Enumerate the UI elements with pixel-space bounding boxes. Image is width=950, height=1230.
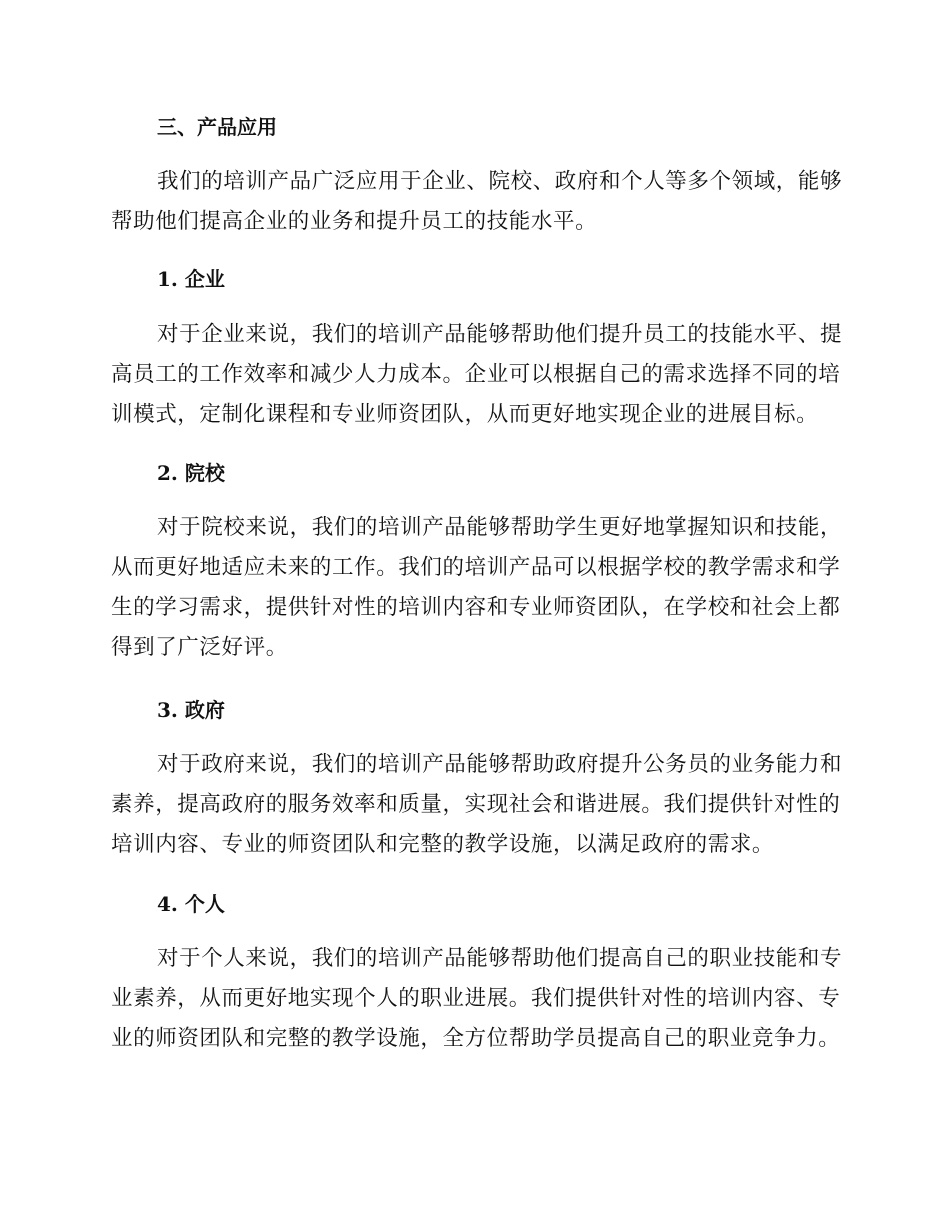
paragraph-line: 得到了广泛好评。: [111, 635, 288, 660]
intro-paragraph: [111, 162, 843, 242]
paragraph-line: 对于院校来说，我们的培训产品能够帮助学生更好地掌握知识和技能，: [157, 515, 843, 540]
government-paragraph: [111, 745, 843, 865]
paragraph-line: 我们的培训产品广泛应用于企业、院校、政府和个人等多个领域，能够: [157, 169, 843, 194]
paragraph-line: 对于个人来说，我们的培训产品能够帮助他们提高自己的职业技能和专: [157, 946, 843, 971]
paragraph-line: 业的师资团队和完整的教学设施，全方位帮助学员提高自己的职业竞争力。: [111, 1026, 841, 1051]
section-title: 三、产品应用: [157, 115, 277, 139]
subsection-title-enterprise: 1. 企业: [157, 267, 225, 291]
paragraph-line: 对于政府来说，我们的培训产品能够帮助政府提升公务员的业务能力和: [157, 752, 843, 777]
school-paragraph: [111, 508, 843, 668]
paragraph-line: 素养，提高政府的服务效率和质量，实现社会和谐进展。我们提供针对性的: [111, 792, 841, 817]
paragraph-line: 生的学习需求，提供针对性的培训内容和专业师资团队，在学校和社会上都: [111, 595, 841, 620]
subsection-title-government: 3. 政府: [157, 698, 225, 722]
paragraph-line: 帮助他们提高企业的业务和提升员工的技能水平。: [111, 209, 598, 234]
paragraph-line: 对于企业来说，我们的培训产品能够帮助他们提升员工的技能水平、提: [157, 322, 843, 347]
individual-paragraph: [111, 939, 843, 1059]
paragraph-line: 训模式，定制化课程和专业师资团队，从而更好地实现企业的进展目标。: [111, 402, 819, 427]
paragraph-line: 培训内容、专业的师资团队和完整的教学设施，以满足政府的需求。: [111, 832, 775, 857]
paragraph-line: 业素养，从而更好地实现个人的职业进展。我们提供针对性的培训内容、专: [111, 986, 841, 1011]
subsection-title-individual: 4. 个人: [157, 892, 225, 916]
paragraph-line: 从而更好地适应未来的工作。我们的培训产品可以根据学校的教学需求和学: [111, 555, 841, 580]
enterprise-paragraph: [111, 315, 843, 435]
paragraph-line: 高员工的工作效率和减少人力成本。企业可以根据自己的需求选择不同的培: [111, 362, 841, 387]
subsection-title-school: 2. 院校: [157, 461, 225, 485]
